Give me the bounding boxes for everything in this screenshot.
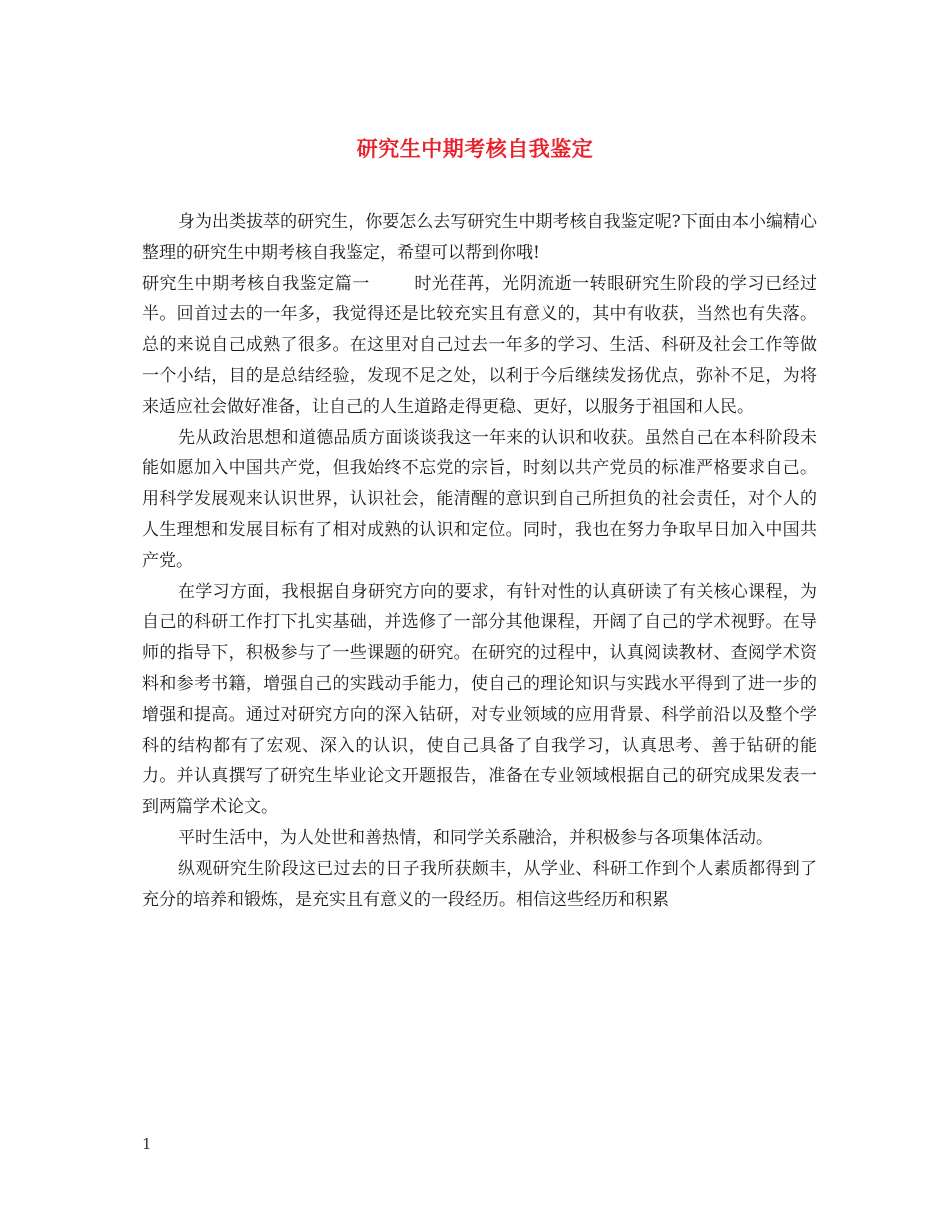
- document-body: [142, 207, 817, 915]
- section-first-paragraph: [142, 269, 817, 423]
- intro-paragraph: 身为出类拔萃的研究生，你要怎么去写研究生中期考核自我鉴定呢?下面由本小编精心整理的研究生中期考核自我鉴定，希望可以帮到你哦!: [142, 212, 817, 263]
- paragraph-life: 平时生活中，为人处世和善热情，和同学关系融洽，并积极参与各项集体活动。: [178, 827, 773, 848]
- page-number: 1: [142, 1135, 152, 1153]
- paragraph-study: 在学习方面，我根据自身研究方向的要求，有针对性的认真研读了有关核心课程，为自己的科研工作打下扎实基础，并选修了一部分其他课程，开阔了自己的学术视野。在导师的指导下，积极参与了一些课题的研究。在研究的过程中，认真阅读教材、查阅学术资料和参考书籍，增强自己的实践动手能力，使自己的理论知识与实践水平得到了进一步的增强和提高。通过对研究方向的深入钻研，对专业领域的应用背景、科学前沿以及整个学科的结构都有了宏观、深入的认识，使自己具备了自我学习，认真思考、善于钻研的能力。并认真撰写了研究生毕业论文开题报告，准备在专业领域根据自己的研究成果发表一到两篇学术论文。: [142, 581, 817, 818]
- paragraph-political: 先从政治思想和道德品质方面谈谈我这一年来的认识和收获。虽然自己在本科阶段未能如愿加入中国共产党，但我始终不忘党的宗旨，时刻以共产党员的标准严格要求自己。用科学发展观来认识世界，认识社会，能清醒的意识到自己所担负的社会责任，对个人的人生理想和发展目标有了相对成熟的认识和定位。同时，我也在努力争取早日加入中国共产党。: [142, 427, 817, 571]
- document-title: 研究生中期考核自我鉴定: [356, 136, 594, 161]
- section-first-paragraph-text: 时光荏苒，光阴流逝一转眼研究生阶段的学习已经过半。回首过去的一年多，我觉得还是比较充实且有意义的，其中有收获，当然也有失落。总的来说自己成熟了很多。在这里对自己过去一年多的学习、生活、科研及社会工作等做一个小结，目的是总结经验，发现不足之处，以利于今后继续发扬优点，弥补不足，为将来适应社会做好准备，让自己的人生道路走得更稳、更好，以服务于祖国和人民。: [142, 273, 818, 417]
- section-heading: 研究生中期考核自我鉴定篇一: [142, 273, 370, 294]
- paragraph-summary: 纵观研究生阶段这已过去的日子我所获颇丰，从学业、科研工作到个人素质都得到了充分的培养和锻炼，是充实且有意义的一段经历。相信这些经历和积累: [142, 858, 817, 910]
